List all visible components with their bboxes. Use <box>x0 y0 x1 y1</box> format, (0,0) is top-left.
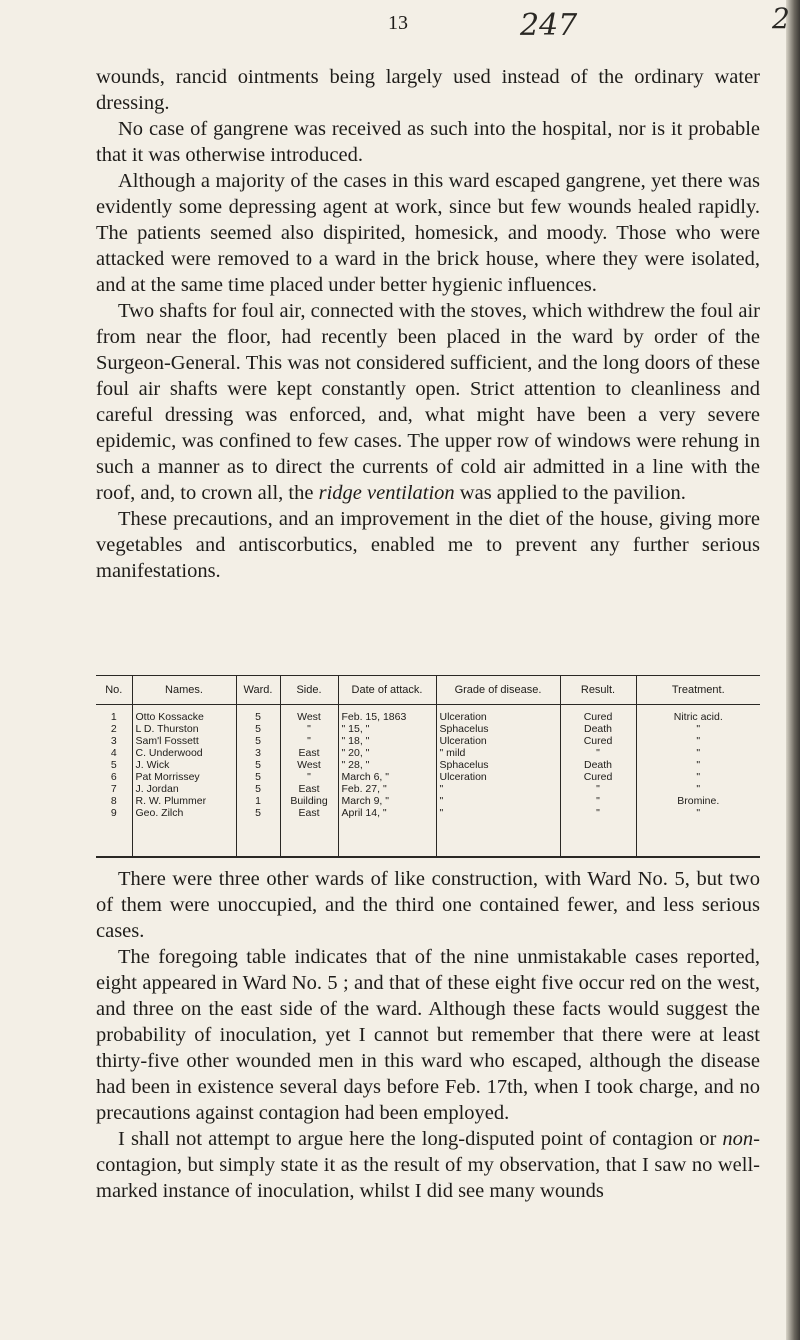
paragraph: These precautions, and an improvement in the diet of the house, giving more vegetables and antiscorbutics, enabled me to prevent any further serious manifestations. <box>96 508 760 582</box>
header-names: Names. <box>132 676 236 705</box>
page-number: 13 <box>388 12 408 34</box>
paragraph: There were three other wards of like construction, with Ward No. 5, but two of them were unoccupied, and the third one contained fewer, and less serious cases. <box>96 868 760 942</box>
column-result: Cured Death Cured " Death Cured " " " <box>560 705 636 857</box>
header-grade: Grade of disease. <box>436 676 560 705</box>
column-side: West " " East West " East Building East <box>280 705 338 857</box>
header-treatment: Treatment. <box>636 676 760 705</box>
header-ward: Ward. <box>236 676 280 705</box>
handwritten-annotation: 247 <box>520 8 578 43</box>
column-no: 1 2 3 4 5 6 7 8 9 <box>110 711 117 819</box>
emphasis-non: non <box>722 1128 754 1150</box>
text-run: was applied to the pavilion. <box>454 482 686 504</box>
header-no: No. <box>96 676 132 705</box>
text-run: I shall not attempt to argue here the long-disputed point of contagion or <box>118 1128 723 1150</box>
paragraph: wounds, rancid ointments being largely used instead of the ordinary water dressing. <box>96 66 760 114</box>
table-body-row <box>96 705 760 857</box>
column-treatment: Nitric acid. " " " " " " Bromine. " <box>636 705 760 857</box>
text-run: Two shafts for foul air, connected with the stoves, which withdrew the foul air from near the floor, had recently been placed in the ward by order of the Surgeon-General. This was not considered sufficient, and the long doors of these foul air shafts were kept constantly open. Strict attention to cleanliness and careful dressing was enforced, and, what might have been a very severe epidemic, was confined to few cases. The upper row of windows were rehung in such a manner as to direct the currents of cold air admitted in a line with the roof, and, to crown all, the <box>96 300 760 504</box>
column-date: Feb. 15, 1863 " 15, " " 18, " " 20, " " 28, " March 6, " Feb. 27, " March 9, " April 14, " <box>338 705 436 857</box>
column-ward: 5 5 5 3 5 5 5 1 5 <box>236 705 280 857</box>
column-grade: Ulceration Sphacelus Ulceration " mild Sphacelus Ulceration " " " <box>436 705 560 857</box>
cases-table <box>96 675 760 858</box>
paragraph-contagion <box>96 1126 760 1204</box>
paragraph-ventilation <box>96 298 760 506</box>
text-run: -contagion, but simply state it as the result of my observation, that I saw no well-marked instance of inoculation, whilst I did see many wounds <box>96 1128 760 1202</box>
page-edge-shadow <box>786 0 800 1340</box>
paragraph: No case of gangrene was received as such into the hospital, nor is it probable that it was otherwise introduced. <box>96 118 760 166</box>
body-text-top <box>96 64 760 584</box>
body-text-bottom <box>96 866 760 1204</box>
emphasis-ridge-ventilation: ridge ventilation <box>318 482 455 504</box>
header-side: Side. <box>280 676 338 705</box>
header-date: Date of attack. <box>338 676 436 705</box>
paragraph: The foregoing table indicates that of the nine unmistakable cases reported, eight appeared in Ward No. 5 ; and that of these eight five occur red on the west, and three on the east side of the ward. Although these facts would suggest the probability of inoculation, yet I cannot but remember that there were at least thirty-five other wounded men in this ward who escaped, although the disease had been in existence several days before Feb. 17th, when I took charge, and no precautions against contagion had been employed. <box>96 946 760 1124</box>
header-result: Result. <box>560 676 636 705</box>
column-names: Otto Kossacke L D. Thurston Sam'l Fossett C. Underwood J. Wick Pat Morrissey J. Jordan R. W. Plummer Geo. Zilch <box>132 705 236 857</box>
cases-table-grid <box>96 676 760 856</box>
table-header-row <box>96 676 760 705</box>
paragraph: Although a majority of the cases in this ward escaped gangrene, yet there was evidently some depressing agent at work, since but few wounds healed rapidly. The patients seemed also dispirited, homesick, and moody. Those who were attacked were removed to a ward in the brick house, where they were isolated, and at the same time placed under better hygienic influences. <box>96 170 760 296</box>
handwritten-corner-mark: 2 <box>772 2 790 35</box>
